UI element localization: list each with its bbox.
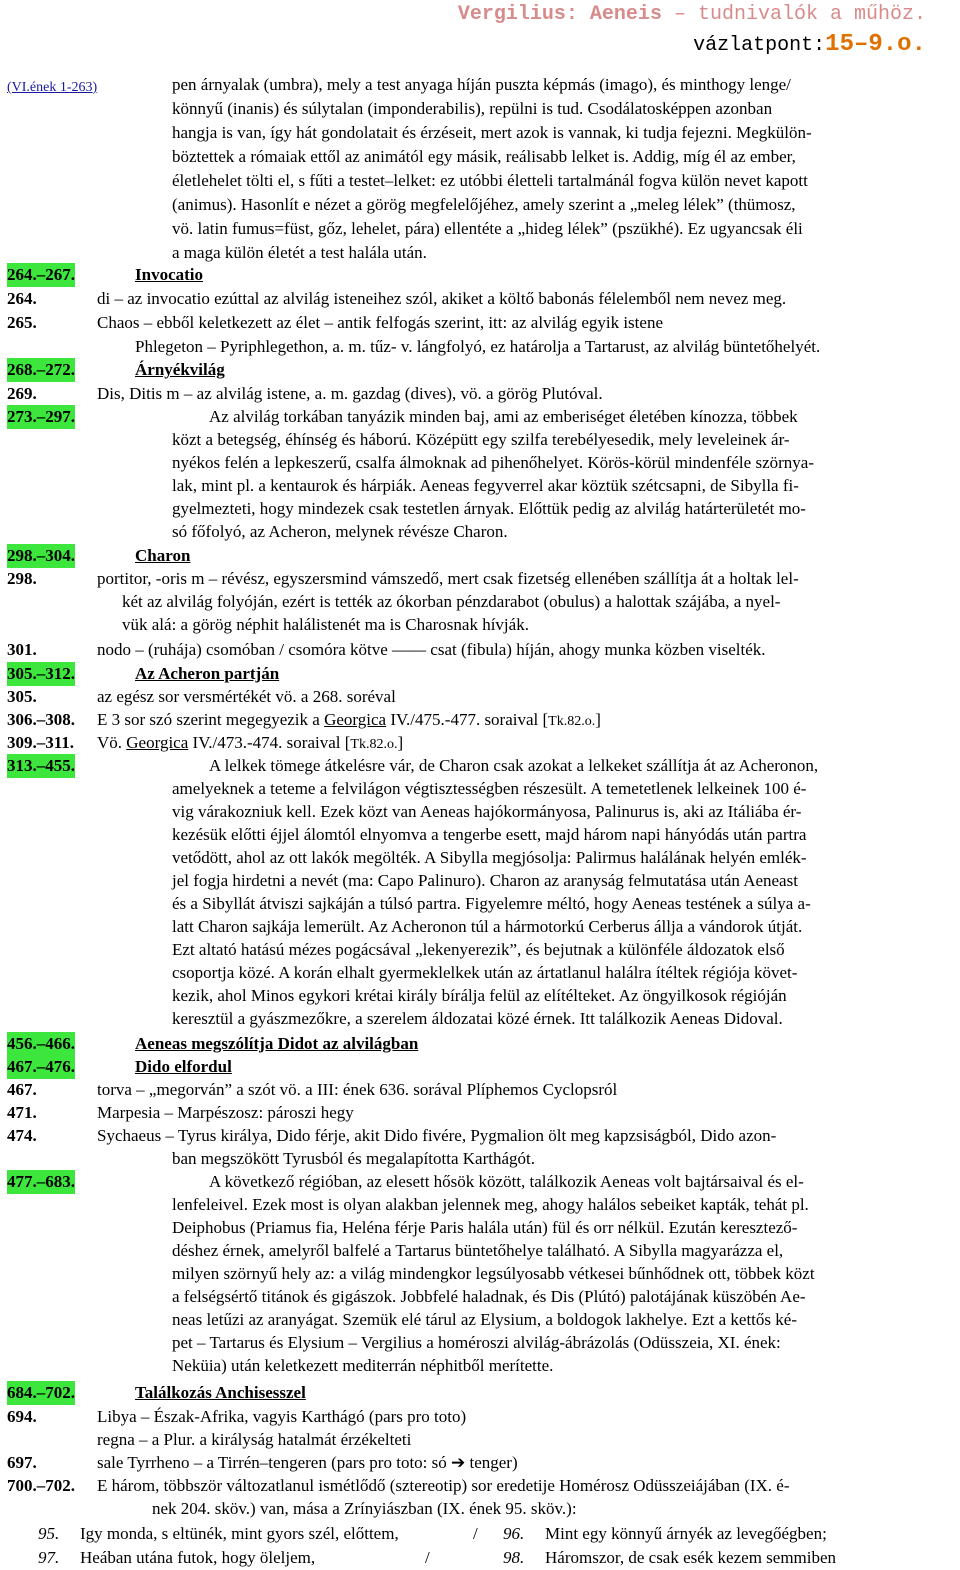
note-text: Phlegeton – Pyriphlegethon, a. m. tűz- v. lángfolyó, ez határolja a Tartarust, az alvilág büntetőhelyét. <box>135 337 821 356</box>
poem-separator: / <box>425 1548 430 1567</box>
text-line: déshez érnek, amelyről balfelé a Tartarus büntetőhelye található. A Sibylla magyarázza el, <box>172 1241 784 1260</box>
note-text: vük alá: a görög néphit halálistenét ma is Charosnak hívják. <box>122 615 529 634</box>
line-number: 269. <box>7 384 37 403</box>
poem-line: Igy monda, s eltünék, mint gyors szél, előttem, <box>80 1524 399 1543</box>
poem-separator: / <box>473 1524 478 1543</box>
note-text: regna – a Plur. a királyság hatalmát érzékelteti <box>97 1430 412 1449</box>
poem-line: Mint egy könnyű árnyék az levegőégben; <box>545 1524 827 1543</box>
text-line: könnyű (inanis) és súlytalan (imponderabilis), repülni is tud. Csodálatosképpen azonban <box>172 99 773 118</box>
text-line: hangja is van, így hát gondolatait és érzéseit, mert azok is vannak, ki tudja fejezni. Megkülön- <box>172 123 812 142</box>
text-line: csoportja közé. A korán elhalt gyermeklelkek után az ártatlanul halálra ítéltek régiója követ- <box>172 963 798 982</box>
line-range-label: 313.–455. <box>7 754 75 778</box>
text-line: kezik, ahol Minos egykori krétai király bírálja felül az elítélteket. Az öngyilkosok régióján <box>172 986 787 1005</box>
text-line: jel fogja hirdetni a nevét (ma: Capo Palinuro). Charon az aranyság felmutatása után Aeneast <box>172 871 798 890</box>
text-line: a felségsértő titánok és gigászok. Jobbfelé haladnak, és Dis (Plútó) palotájának küszöbén Ae- <box>172 1287 806 1306</box>
line-number: 306.–308. <box>7 710 75 729</box>
outline-point: vázlatpont:15–9.o. <box>693 31 926 58</box>
text-line: Neküia) után keletkezett mediterrán néphitből merítette. <box>172 1356 554 1375</box>
note-text: ban megszökött Tyrusból és megalapította Karthágót. <box>172 1149 535 1168</box>
text-line: a maga külön életét a test halála után. <box>172 243 427 262</box>
note-text: Marpesia – Marpészosz: pároszi hegy <box>97 1103 354 1122</box>
note-text: torva – „megorván” a szót vö. a III: ének 636. sorával Plíphemos Cyclopsról <box>97 1080 618 1099</box>
text-line: A következő régióban, az elesett hősök között, találkozik Aeneas volt bajtársaival és el- <box>209 1172 804 1191</box>
line-range-label: 268.–272. <box>7 358 75 382</box>
document-title: Vergilius: Aeneis – tudnivalók a műhöz. <box>457 3 926 26</box>
line-range-label: 456.–466. <box>7 1032 75 1056</box>
line-number: 467. <box>7 1080 37 1099</box>
note-text: két az alvilág folyóján, ezért is tették az ókorban pénzdarabot (obulus) a halottak szájába, a nyel- <box>122 592 781 611</box>
line-number: 694. <box>7 1407 37 1426</box>
text-line: és a Sibyllát átviszi sajkáján a túlsó partra. Figyelemre méltó, hogy Aeneas testének a súlya a- <box>172 894 811 913</box>
section-heading: Az Acheron partján <box>135 664 280 683</box>
note-text: nek 204. sköv.) van, mása a Zrínyiászban (IX. ének 95. sköv.): <box>152 1499 577 1518</box>
text-line: életlehelet tölti el, s fűti a testet–lelket: ez utóbbi életteli tartalmánál fogva külön nevet kapott <box>172 171 808 190</box>
poem-line-number: 97. <box>38 1548 60 1567</box>
note-text: sale Tyrrheno – a Tirrén–tengeren (pars pro toto: só ➔ tenger) <box>97 1453 518 1472</box>
text-line: Ezt altató hatású mézes pogácsával „lekenyerezik”, és bejutnak a különféle áldozatok első <box>172 940 785 959</box>
note-text: E 3 sor szó szerint megegyezik a Georgica IV./475.-477. soraival [Tk.82.o.] <box>97 710 601 729</box>
poem-line: Heában utána futok, hogy öleljem, <box>80 1548 316 1567</box>
text-line: pet – Tartarus és Elysium – Vergilius a homéroszi alvilág-ábrázolás (Odüsszeia, XI. ének: <box>172 1333 781 1352</box>
section-heading: Charon <box>135 546 191 565</box>
note-text: Sychaeus – Tyrus királya, Dido férje, akit Dido fivére, Pygmalion ölt meg kapzsiságból, Dido azon- <box>97 1126 777 1145</box>
text-line: keresztül a gyászmezőkre, a szerelem áldozatai közé érnek. Itt találkozik Aeneas Didoval. <box>172 1009 783 1028</box>
line-number: 301. <box>7 640 37 659</box>
note-text: Dis, Ditis m – az alvilág istene, a. m. gazdag (dives), vö. a görög Plutóval. <box>97 384 603 403</box>
poem-line-number: 96. <box>503 1524 525 1543</box>
text-line: vig várakozniuk kell. Ezek közt van Aeneas hajókormányosa, Palinurus is, aki az Itáliába ér- <box>172 802 802 821</box>
note-text: E három, többször változatlanul ismétlődő (sztereotip) sor eredetije Homérosz Odüsszeiájában (IX. é- <box>97 1476 790 1495</box>
poem-line-number: 98. <box>503 1548 525 1567</box>
note-text: Vö. Georgica IV./473.-474. soraival [Tk.82.o.] <box>97 733 404 752</box>
line-number: 264. <box>7 289 37 308</box>
text-line: só főfolyó, az Acheron, melynek révésze Charon. <box>172 522 508 541</box>
text-line: amelyeknek a teteme a felvilágon végtisztességben részesült. A temetetlenek lelkeinek 100 é- <box>172 779 807 798</box>
note-text: az egész sor versmértékét vö. a 268. soréval <box>97 687 396 706</box>
line-number: 700.–702. <box>7 1476 75 1495</box>
text-line: pen árnyalak (umbra), mely a test anyaga híján puszta képmás (imago), és minthogy lenge/ <box>172 75 791 94</box>
text-line: vetődött, ahol az ott lakók megölték. A Sibylla megjósolja: Palirmus halálának helyén emlék- <box>172 848 807 867</box>
text-line: vö. latin fumus=füst, gőz, lehelet, pára) ellentéte a „hideg lélek” (pszükhé). Ez ugyancsak éli <box>172 219 803 238</box>
line-number: 471. <box>7 1103 37 1122</box>
line-number: 298. <box>7 569 37 588</box>
line-number: 265. <box>7 313 37 332</box>
line-number: 474. <box>7 1126 37 1145</box>
note-text: di – az invocatio ezúttal az alvilág isteneihez szól, akiket a költő babonás félelemből nem nevez meg. <box>97 289 787 308</box>
line-range-label: 684.–702. <box>7 1381 75 1405</box>
text-line: lak, mint pl. a kentaurok és hárpiák. Aeneas fegyverrel akar köztük szétcsapni, de Sibylla fi- <box>172 476 799 495</box>
note-text: Libya – Észak-Afrika, vagyis Karthágó (pars pro toto) <box>97 1407 467 1426</box>
section-heading: Árnyékvilág <box>135 360 225 379</box>
text-line: latt Charon sajkája lemerült. Az Acheronon túl a hármotorkú Cerberus állja a vándorok útját. <box>172 917 803 936</box>
poem-line-number: 95. <box>38 1524 60 1543</box>
text-line: Az alvilág torkában tanyázik minden baj, ami az emberiséget életében kínozza, többek <box>209 407 798 426</box>
line-range-label: 477.–683. <box>7 1170 75 1194</box>
line-range-label: 264.–267. <box>7 263 75 287</box>
poem-line: Háromszor, de csak esék kezem semmiben <box>545 1548 837 1567</box>
line-range-label: 273.–297. <box>7 405 75 429</box>
text-line: lenfeleivel. Ezek most is olyan alakban jelennek meg, ahogy halálos sebeiket kapták, tehát pl. <box>172 1195 809 1214</box>
section-heading: Dido elfordul <box>135 1057 232 1076</box>
section-heading: Invocatio <box>135 265 203 284</box>
line-range-label: 305.–312. <box>7 662 75 686</box>
text-line: kezésük előtti éjjel álomtól elnyomva a tengerbe esett, majd három napi hányódás után partra <box>172 825 807 844</box>
text-line: neas letűzi az aranyágat. Szemük elé tárul az Elysium, a boldogok lakhelye. Ezt a kettős ké- <box>172 1310 797 1329</box>
georgica-link[interactable]: Georgica <box>126 733 189 752</box>
note-text: nodo – (ruhája) csomóban / csomóra kötve —— csat (fibula) híján, ahogy munka közben viselték. <box>97 640 766 659</box>
text-line: milyen szörnyű hely az: a világ mindengkor legsúlyosabb vétkesei bűnhődnek ott, többek közt <box>172 1264 815 1283</box>
line-range-label: 467.–476. <box>7 1055 75 1079</box>
text-line: nyékos felén a lepkeszerű, csalfa álmoknak ad pihenőhelyet. Körös-körül mindenféle szörnya- <box>172 453 814 472</box>
note-text: Chaos – ebből keletkezett az élet – antik felfogás szerint, itt: az alvilág egyik istene <box>97 313 663 332</box>
text-line: (animus). Hasonlít e nézet a görög megfelelőjéhez, amely szerint a „meleg lélek” (thümosz, <box>172 195 796 214</box>
line-number: 697. <box>7 1453 37 1472</box>
line-range-label: 298.–304. <box>7 544 75 568</box>
line-number: 309.–311. <box>7 733 75 752</box>
text-line: Deiphobus (Priamus fia, Heléna férje Paris halála után) fül és orr nélkül. Ezután keresztező- <box>172 1218 798 1237</box>
text-line: gyelmezteti, hogy mindezek csak testetlen árnyak. Előttük pedig az alvilág határterületét mo- <box>172 499 806 518</box>
canto-reference[interactable]: (VI.ének 1-263) <box>7 80 98 95</box>
text-line: közt a betegség, éhínség és háború. Középütt egy szilfa terebélyesedik, mely leveleinek ár- <box>172 430 790 449</box>
note-text: portitor, -oris m – révész, egyszersmind vámszedő, mert csak fizetség ellenében szállítja át a holtak lel- <box>97 569 799 588</box>
section-heading: Találkozás Anchisesszel <box>135 1383 306 1402</box>
georgica-link[interactable]: Georgica <box>324 710 387 729</box>
section-heading: Aeneas megszólítja Didot az alvilágban <box>135 1034 419 1053</box>
text-line: böztettek a rómaiak ettől az animától egy másik, reálisabb lelket is. Addig, míg él az ember, <box>172 147 796 166</box>
line-number: 305. <box>7 687 37 706</box>
text-line: A lelkek tömege átkelésre vár, de Charon csak azokat a lelkeket szállítja át az Acheronon, <box>209 756 819 775</box>
